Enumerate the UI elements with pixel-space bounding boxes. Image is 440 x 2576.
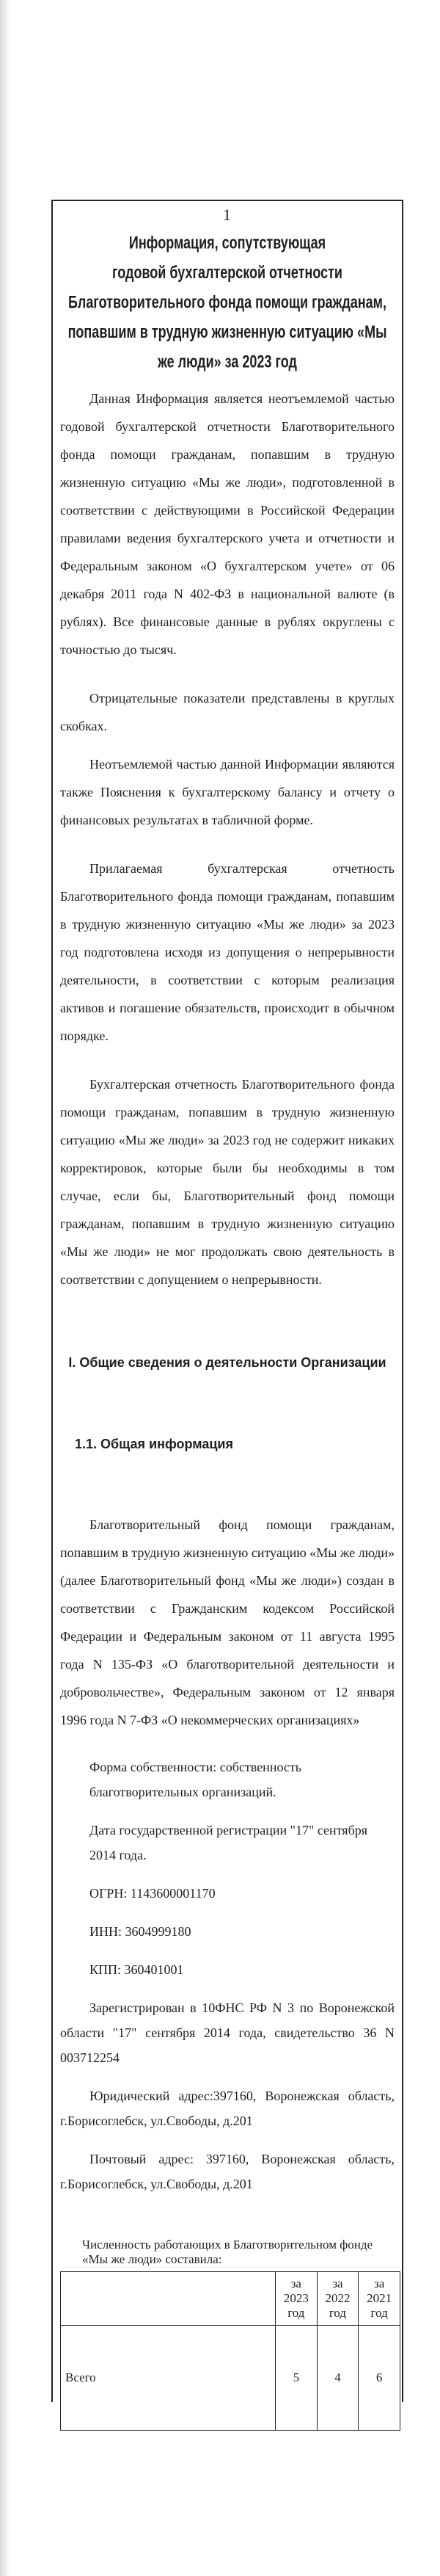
table-column-header: за 2021 год: [359, 2272, 400, 2326]
table-header-blank: [61, 2272, 276, 2326]
intro-paragraph: Прилагаемая бухгалтерская отчетность Благотворительного фонда помощи гражданам, попавшим в трудную жизненную ситуацию «Мы же люди» за 2023 год подготовлена исходя из допущения о непрерывности деятельности, в соответствии с которым реализация активов и погашение обязательств, происходит в обычном порядке.: [60, 861, 395, 1043]
title-line: Информация, сопутствующая: [128, 232, 326, 253]
kpp: КПП: 360401001: [89, 1962, 184, 1977]
document-title: [60, 228, 395, 377]
table-header-row: [61, 2272, 400, 2326]
table-column-header: за 2022 год: [317, 2272, 359, 2326]
intro-paragraph: Неотъемлемой частью данной Информации являются также Пояснения к бухгалтерскому балансу и отчету о финансовых результатах в табличной форме.: [60, 757, 395, 827]
table-row-label: Всего: [61, 2326, 276, 2431]
staff-table-caption: Численность работающих в Благотворительном фонде «Мы же люди» составила:: [82, 2238, 373, 2266]
staff-table: [60, 2271, 400, 2431]
table-column-header: за 2023 год: [276, 2272, 318, 2326]
table-cell: 4: [317, 2326, 359, 2431]
section-heading: I. Общие сведения о деятельности Организации: [68, 1355, 386, 1370]
scan-edge-shadow: [0, 0, 10, 2576]
table-row: [61, 2326, 400, 2431]
ogrn: ОГРН: 1143600001170: [89, 1886, 216, 1901]
intro-paragraph: Данная Информация является неотъемлемой частью годовой бухгалтерской отчетности Благотворительного фонда помощи гражданам, попавшим в трудную жизненную ситуацию «Мы же люди», подготовленной в соответствии с действующими в Российской Федерации правилами ведения бухгалтерского учета и отчетности и Федеральным законом «О бухгалтерском учете» от 06 декабря 2011 года N 402-ФЗ в национальной валюте (в рублях). Все финансовые данные в рублях округлены с точностью до тысяч.: [60, 391, 395, 657]
title-line: попавшим в трудную жизненную ситуацию «Мы же люди» за 2023 год: [67, 322, 387, 371]
subsection-heading: 1.1. Общая информация: [75, 1437, 233, 1451]
page-number: 1: [223, 206, 232, 224]
table-cell: 5: [276, 2326, 318, 2431]
table-cell: 6: [359, 2326, 400, 2431]
general-info-paragraph: Благотворительный фонд помощи гражданам, попавшим в трудную жизненную ситуацию «Мы же люди» (далее Благотворительный фонд «Мы же люди») создан в соответствии с Гражданским кодексом Российской Федерации и Федеральным законом от 11 августа 1995 года N 135-ФЗ «О благотворительной деятельности и добровольчестве», Федеральным законом от 12 января 1996 года N 7-ФЗ «О некоммерческих организациях»: [60, 1517, 395, 1727]
intro-paragraph: Бухгалтерская отчетность Благотворительного фонда помощи гражданам, попавшим в трудную жизненную ситуацию «Мы же люди» за 2023 год не содержит никаких корректировок, которые были бы необходимы в том случае, если бы, Благотворительный фонд помощи гражданам, попавшим в трудную жизненную ситуацию «Мы же люди» не мог продолжать свою деятельность в соответствии с допущением о непрерывности.: [60, 1077, 395, 1287]
postal-address: Почтовый адрес: 397160, Воронежская область, г.Борисоглебск, ул.Свободы, д.201: [60, 2152, 395, 2191]
intro-paragraph: Отрицательные показатели представлены в круглых скобках.: [60, 691, 395, 733]
inn: ИНН: 3604999180: [89, 1924, 191, 1939]
legal-address: Юридический адрес:397160, Воронежская область, г.Борисоглебск, ул.Свободы, д.201: [60, 2089, 395, 2128]
document-page: [57, 206, 397, 2431]
title-line: годовой бухгалтерской отчетности Благотворительного фонда помощи гражданам,: [67, 262, 386, 312]
ownership-form: Форма собственности: собственность благотворительных организаций.: [89, 1760, 301, 1799]
tax-registration: Зарегистрирован в 10ФНС РФ N 3 по Воронежской области "17" сентября 2014 года, свидетельство 36 N 003712254: [60, 2000, 395, 2065]
registration-date: Дата государственной регистрации "17" сентября 2014 года.: [89, 1823, 368, 1862]
